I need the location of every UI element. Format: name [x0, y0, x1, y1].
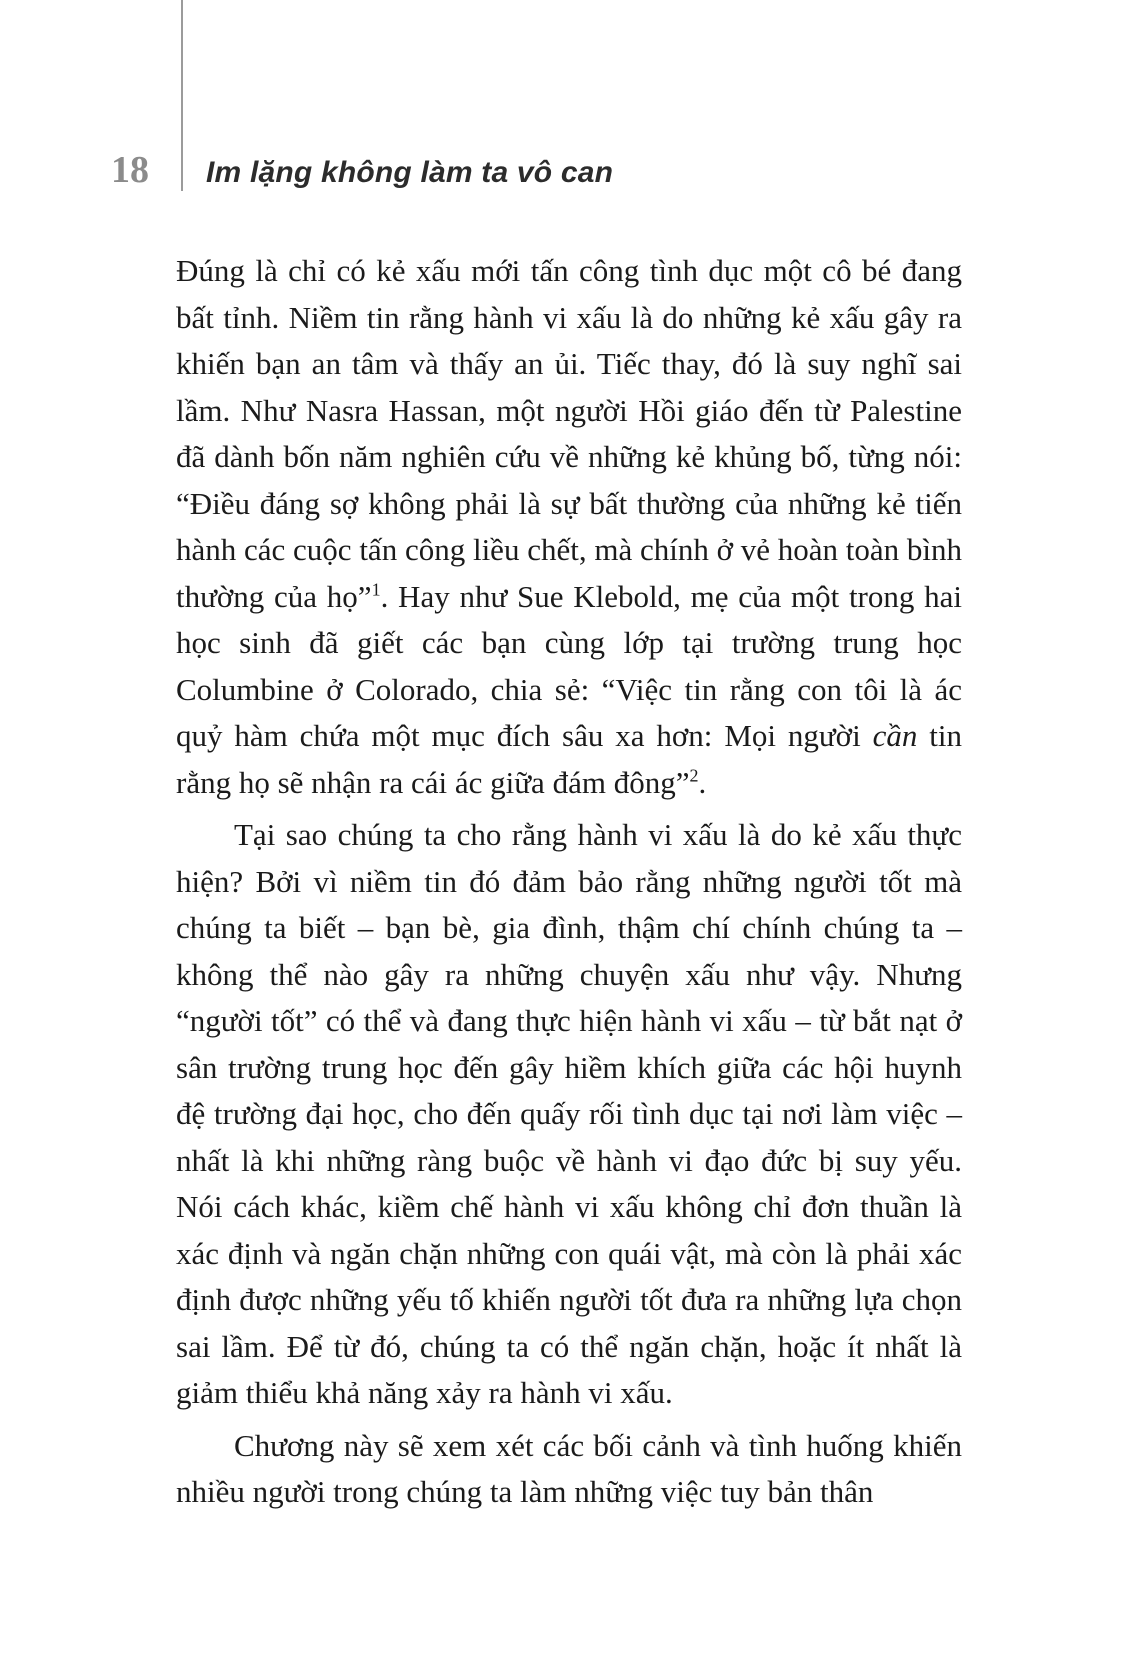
text-segment: . [698, 764, 707, 800]
running-title: Im lặng không làm ta vô can [206, 156, 614, 189]
paragraph [176, 812, 962, 1417]
paragraph [176, 1423, 962, 1516]
footnote-marker: 2 [689, 765, 699, 786]
text-segment: tin rằng họ sẽ nhận ra cái ác giữa đám đông” [176, 718, 962, 800]
body-text [176, 248, 962, 1522]
text-segment: cần [872, 718, 918, 753]
text-segment: Chương này sẽ xem xét các bối cảnh và tình huống khiến nhiều người trong chúng ta làm những việc tuy bản thân [176, 1427, 962, 1509]
header-divider [181, 0, 183, 191]
page-number: 18 [111, 149, 149, 191]
paragraph [176, 248, 962, 806]
text-segment: Tại sao chúng ta cho rằng hành vi xấu là do kẻ xấu thực hiện? Bởi vì niềm tin đó đảm bảo rằng những người tốt mà chúng ta biết – bạn bè, gia đình, thậm chí chính chúng ta – không thể nào gây ra những chuyện xấu như vậy. Nhưng “người tốt” có thể và đang thực hiện hành vi xấu – từ bắt nạt ở sân trường trung học đến gây hiềm khích giữa các hội huynh đệ trường đại học, cho đến quấy rối tình dục tại nơi làm việc – nhất là khi những ràng buộc về hành vi đạo đức bị suy yếu. Nói cách khác, kiềm chế hành vi xấu không chỉ đơn thuần là xác định và ngăn chặn những con quái vật, mà còn là phải xác định được những yếu tố khiến người tốt đưa ra những lựa chọn sai lầm. Để từ đó, chúng ta có thể ngăn chặn, hoặc ít nhất là giảm thiểu khả năng xảy ra hành vi xấu. [176, 817, 962, 1410]
text-segment: Đúng là chỉ có kẻ xấu mới tấn công tình dục một cô bé đang bất tỉnh. Niềm tin rằng hành vi xấu là do những kẻ xấu gây ra khiến bạn an tâm và thấy an ủi. Tiếc thay, đó là suy nghĩ sai lầm. Như Nasra Hassan, một người Hồi giáo đến từ Palestine đã dành bốn năm nghiên cứu về những kẻ khủng bố, từng nói: “Điều đáng sợ không phải là sự bất thường của những kẻ tiến hành các cuộc tấn công liều chết, mà chính ở vẻ hoàn toàn bình thường của họ” [176, 253, 962, 614]
text-segment: . Hay như Sue Klebold, mẹ của một trong hai học sinh đã giết các bạn cùng lớp tại trường trung học Columbine ở Colorado, chia sẻ: “Việc tin rằng con tôi là ác quỷ hàm chứa một mục đích sâu xa hơn: Mọi người [176, 578, 962, 753]
footnote-marker: 1 [371, 579, 381, 600]
